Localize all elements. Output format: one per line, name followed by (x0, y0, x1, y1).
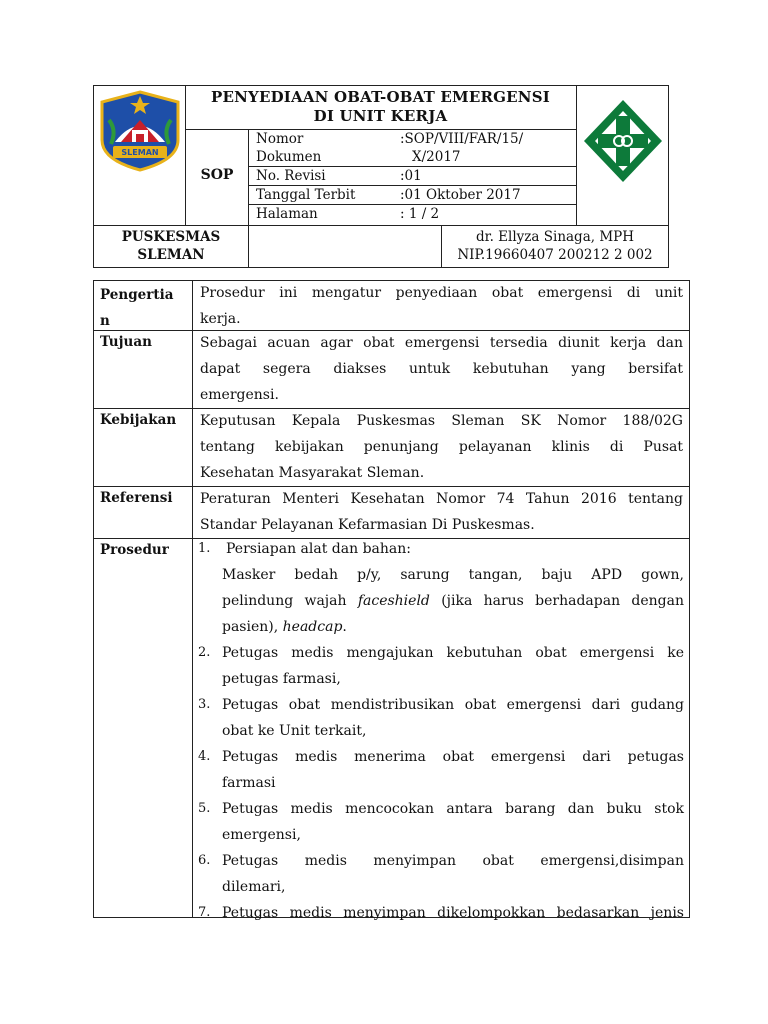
sleman-emblem-logo (99, 90, 181, 172)
step-1-line-3 (222, 614, 684, 640)
signer-nip: NIP.19660407 200212 2 002 (457, 247, 653, 263)
prosedur-step-4 (198, 744, 684, 796)
step-5-number: 5. (198, 801, 211, 816)
step-6-line-2: dilemari, (222, 879, 286, 895)
step-1-line-2 (222, 588, 684, 614)
org-name-line-2: SLEMAN (137, 247, 205, 263)
step-2-line-1: Petugas medis mengajukan kebutuhan obat emergensi ke (222, 645, 684, 661)
step-1-number: 1. (198, 541, 211, 556)
step-5-line-1: Petugas medis mencocokan antara barang dan buku stok (222, 801, 684, 817)
prosedur-list (198, 536, 684, 926)
step-1-line-1: Masker bedah p/y, sarung tangan, baju APD gown, (222, 567, 684, 583)
document-title (186, 88, 575, 126)
kebijakan-line-1: Keputusan Kepala Puskesmas Sleman SK Nomor 188/02G (200, 413, 683, 429)
puskesmas-logo (582, 98, 664, 184)
prosedur-step-7 (198, 900, 684, 926)
step-4-line-1: Petugas medis menerima obat emergensi dari petugas (222, 749, 684, 765)
meta-tanggal-value: :01 Oktober 2017 (400, 187, 521, 203)
label-tujuan: Tujuan (100, 334, 152, 350)
step-1-line-2c: (jika harus berhadapan dengan (429, 593, 684, 609)
meta-halaman-value: : 1 / 2 (400, 206, 440, 222)
prosedur-step-2 (198, 640, 684, 692)
meta-nomor-label (256, 130, 321, 166)
prosedur-step-1 (198, 536, 684, 640)
meta-nomor-label-1: Nomor (256, 131, 304, 147)
step-1-line-3a: pasien), (222, 619, 283, 635)
pengertian-line-1: Prosedur ini mengatur penyediaan obat emergensi di unit (200, 285, 683, 301)
step-4-number: 4. (198, 749, 211, 764)
meta-nomor-value-1: :SOP/VIII/FAR/15/ (400, 131, 524, 147)
kebijakan-line-2: tentang kebijakan penunjang pelayanan klinis di Pusat (200, 439, 683, 455)
meta-halaman-label: Halaman (256, 206, 318, 222)
label-prosedur: Prosedur (100, 542, 169, 558)
label-pengertian-1: Pengertia (100, 287, 174, 303)
step-1-line-2a: pelindung wajah (222, 593, 358, 609)
step-3-line-1: Petugas obat mendistribusikan obat emergensi dari gudang (222, 697, 684, 713)
meta-tanggal-label: Tanggal Terbit (256, 187, 356, 203)
step-6-line-1: Petugas medis menyimpan obat emergensi,disimpan (222, 853, 684, 869)
tujuan-line-3: emergensi. (200, 387, 279, 403)
signer-name: dr. Ellyza Sinaga, MPH (475, 229, 635, 245)
meta-nomor-value (400, 130, 523, 166)
pengertian-line-2: kerja. (200, 311, 241, 327)
step-5-line-2: emergensi, (222, 827, 301, 843)
prosedur-step-5 (198, 796, 684, 848)
step-7-number: 7. (198, 905, 211, 920)
org-name-line-1: PUSKESMAS (121, 229, 221, 245)
step-1-line-3b: headcap (282, 619, 343, 635)
referensi-line-2: Standar Pelayanan Kefarmasian Di Puskesmas. (200, 517, 535, 533)
title-line-2: DI UNIT KERJA (313, 107, 448, 125)
pengertian-text (200, 280, 683, 332)
prosedur-step-3 (198, 692, 684, 744)
label-kebijakan: Kebijakan (100, 412, 177, 428)
org-name (94, 228, 248, 264)
step-2-line-2: petugas farmasi, (222, 671, 341, 687)
referensi-line-1: Peraturan Menteri Kesehatan Nomor 74 Tahun 2016 tentang (200, 491, 683, 507)
meta-nomor-value-2: X/2017 (412, 149, 461, 165)
step-1-line-2b: faceshield (357, 593, 430, 609)
meta-revisi-label: No. Revisi (256, 168, 326, 184)
title-line-1: PENYEDIAAN OBAT-OBAT EMERGENSI (211, 88, 550, 106)
meta-nomor-label-2: Dokumen (256, 149, 322, 165)
step-4-line-2: farmasi (222, 775, 276, 791)
label-referensi: Referensi (100, 490, 173, 506)
step-6-number: 6. (198, 853, 211, 868)
prosedur-step-6 (198, 848, 684, 900)
tujuan-text (200, 330, 683, 408)
emblem-text: SLEMAN (121, 148, 159, 157)
kebijakan-line-3: Kesehatan Masyarakat Sleman. (200, 465, 425, 481)
step-7-line-1: Petugas medis menyimpan dikelompokkan bedasarkan jenis (222, 905, 684, 921)
tujuan-line-1: Sebagai acuan agar obat emergensi tersedia diunit kerja dan (200, 335, 683, 351)
step-3-number: 3. (198, 697, 211, 712)
step-1-title: Persiapan alat dan bahan: (226, 541, 411, 557)
step-1-line-3c: . (342, 619, 347, 635)
step-3-line-2: obat ke Unit terkait, (222, 723, 367, 739)
signer-block (442, 228, 668, 264)
label-pengertian-2: n (100, 313, 110, 329)
kebijakan-text (200, 408, 683, 486)
step-2-number: 2. (198, 645, 211, 660)
sop-label: SOP (200, 167, 234, 183)
label-pengertian (100, 282, 173, 334)
meta-revisi-value: :01 (400, 168, 422, 184)
tujuan-line-2: dapat segera diakses untuk kebutuhan yang bersifat (200, 361, 683, 377)
referensi-text (200, 486, 683, 538)
